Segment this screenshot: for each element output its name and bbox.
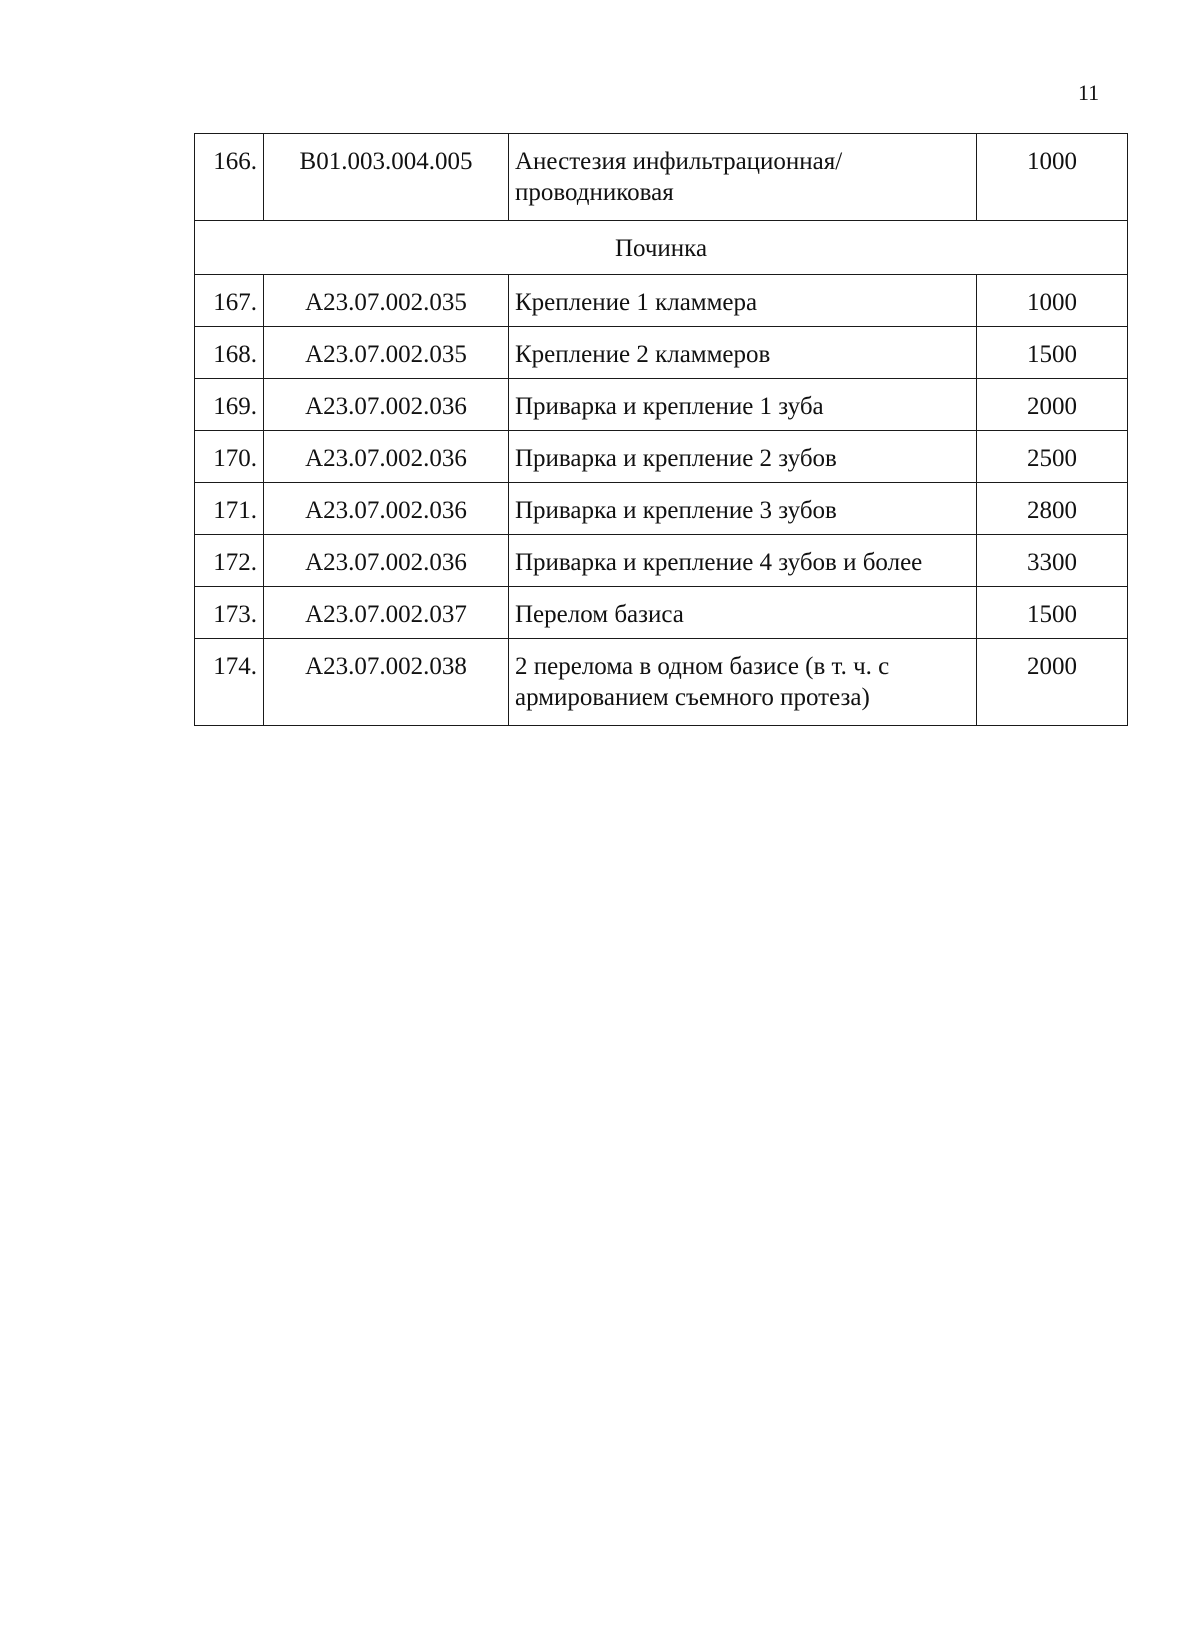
price-table xyxy=(194,133,1128,726)
service-price: 1500 xyxy=(977,587,1128,639)
row-number: 171. xyxy=(195,483,264,535)
table-row xyxy=(195,535,1128,587)
service-price: 2000 xyxy=(977,379,1128,431)
service-name: 2 перелома в одном базисе (в т. ч. с армированием съемного протеза) xyxy=(509,639,977,726)
service-price: 1000 xyxy=(977,275,1128,327)
service-code: A23.07.002.037 xyxy=(264,587,509,639)
service-code: A23.07.002.036 xyxy=(264,379,509,431)
table-row xyxy=(195,327,1128,379)
service-code: A23.07.002.036 xyxy=(264,535,509,587)
row-number: 170. xyxy=(195,431,264,483)
row-number: 172. xyxy=(195,535,264,587)
table-row xyxy=(195,379,1128,431)
service-name: Крепление 1 кламмера xyxy=(509,275,977,327)
service-price: 3300 xyxy=(977,535,1128,587)
service-code: B01.003.004.005 xyxy=(264,134,509,221)
service-name: Перелом базиса xyxy=(509,587,977,639)
service-price: 2000 xyxy=(977,639,1128,726)
service-code: A23.07.002.036 xyxy=(264,431,509,483)
service-name: Анестезия инфильтрационная/ проводниковая xyxy=(509,134,977,221)
table-row xyxy=(195,483,1128,535)
service-name: Приварка и крепление 1 зуба xyxy=(509,379,977,431)
service-name: Приварка и крепление 2 зубов xyxy=(509,431,977,483)
row-number: 169. xyxy=(195,379,264,431)
table-row xyxy=(195,275,1128,327)
service-code: A23.07.002.038 xyxy=(264,639,509,726)
service-code: A23.07.002.035 xyxy=(264,275,509,327)
service-code: A23.07.002.035 xyxy=(264,327,509,379)
row-number: 166. xyxy=(195,134,264,221)
row-number: 167. xyxy=(195,275,264,327)
section-row xyxy=(195,221,1128,275)
table-row xyxy=(195,639,1128,726)
row-number: 173. xyxy=(195,587,264,639)
service-name: Приварка и крепление 3 зубов xyxy=(509,483,977,535)
table-row xyxy=(195,431,1128,483)
row-number: 168. xyxy=(195,327,264,379)
service-price: 1500 xyxy=(977,327,1128,379)
service-code: A23.07.002.036 xyxy=(264,483,509,535)
service-name: Приварка и крепление 4 зубов и более xyxy=(509,535,977,587)
service-price: 1000 xyxy=(977,134,1128,221)
table-row xyxy=(195,587,1128,639)
row-number: 174. xyxy=(195,639,264,726)
table-row xyxy=(195,134,1128,221)
service-price: 2500 xyxy=(977,431,1128,483)
service-name: Крепление 2 кламмеров xyxy=(509,327,977,379)
service-price: 2800 xyxy=(977,483,1128,535)
section-title: Починка xyxy=(195,221,1128,275)
page-number: 11 xyxy=(1078,80,1100,105)
